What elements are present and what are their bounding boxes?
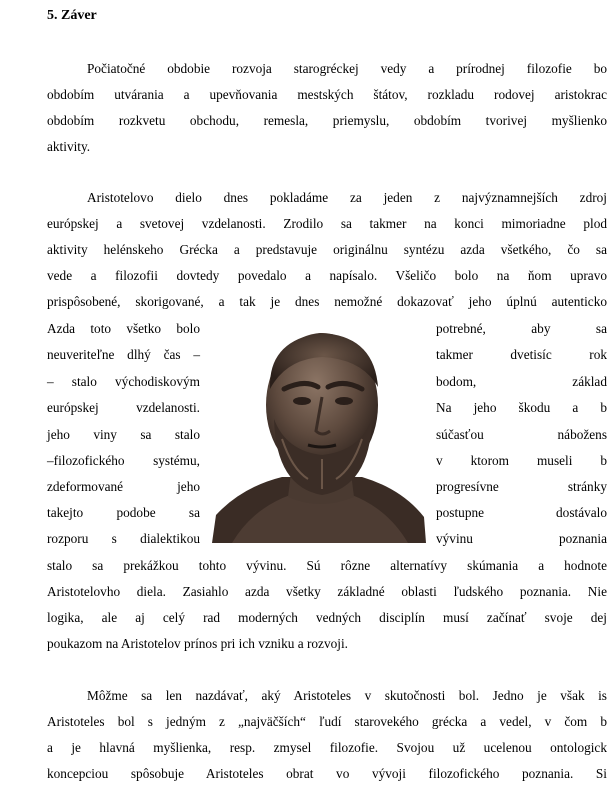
paragraph-1-line: obdobím utvárania a upevňovania mestských štátov, rozkladu rodovej aristokrac: [47, 87, 607, 102]
wrap-left-line: –filozofického systému,: [47, 453, 200, 468]
paragraph-1-line: obdobím rozkvetu obchodu, remesla, priemyslu, obdobím tvorivej myšlienko: [47, 113, 607, 128]
wrap-right-line: súčasťou nábožens: [436, 427, 607, 442]
section-heading: 5. Záver: [47, 8, 97, 23]
wrap-left-line: Azda toto všetko bolo: [47, 321, 200, 336]
wrap-right-line: postupne dostávalo: [436, 505, 607, 520]
paragraph-3-line: a je hlavná myšlienka, resp. zmysel filozofie. Svojou už ucelenou ontologick: [47, 740, 607, 755]
paragraph-2-line: Aristotelovho diela. Zasiahlo azda všetky základné oblasti ľudského poznania. Nie: [47, 584, 607, 599]
paragraph-2-line: Aristotelovo dielo dnes pokladáme za jeden z najvýznamnejších zdroj: [87, 190, 607, 205]
wrap-left-line: zdeformované jeho: [47, 479, 200, 494]
paragraph-2-line: prispôsobené, skorigované, a tak je dnes nemožné dokazovať jeho úplnú autenticko: [47, 294, 607, 309]
wrap-right-line: bodom, základ: [436, 374, 607, 389]
paragraph-1-line: Počiatočné obdobie rozvoja starogréckej vedy a prírodnej filozofie bo: [87, 61, 607, 76]
paragraph-2-line: logika, ale aj celý rad moderných vedných disciplín musí začínať svoje dej: [47, 610, 607, 625]
paragraph-3-line: Môžme sa len nazdávať, aký Aristoteles v skutočnosti bol. Jedno je však is: [87, 688, 607, 703]
paragraph-2-line: poukazom na Aristotelov prínos pri ich vzniku a rozvoji.: [47, 636, 348, 651]
wrap-left-line: takejto podobe sa: [47, 505, 200, 520]
wrap-left-line: európskej vzdelanosti.: [47, 400, 200, 415]
paragraph-3-line: koncepciou spôsobuje Aristoteles obrat vo vývoji filozofického poznania. Si: [47, 766, 607, 781]
paragraph-3-line: Aristoteles bol s jedným z „najväčších“ ľudí starovekého grécka a vedel, v čom b: [47, 714, 607, 729]
paragraph-2-line: stalo sa prekážkou tohto vývinu. Sú rôzne alternatívy skúmania a hodnote: [47, 558, 607, 573]
wrap-right-line: potrebné, aby sa: [436, 321, 607, 336]
wrap-left-line: – stalo východiskovým: [47, 374, 200, 389]
wrap-right-line: v ktorom museli b: [436, 453, 607, 468]
wrap-left-line: neuveriteľne dlhý čas –: [47, 347, 200, 362]
wrap-right-line: progresívne stránky: [436, 479, 607, 494]
paragraph-2-line: vede a filozofii dovtedy povedalo a napísalo. Všeličo bolo na ňom upravo: [47, 268, 607, 283]
wrap-right-line: vývinu poznania: [436, 531, 607, 546]
wrap-left-line: jeho viny sa stalo: [47, 427, 200, 442]
paragraph-1-line: aktivity.: [47, 139, 91, 154]
paragraph-2-line: aktivity helénskeho Grécka a predstavuje originálnu syntézu azda všetkého, čo sa: [47, 242, 607, 257]
wrap-left-line: rozporu s dialektikou: [47, 531, 200, 546]
paragraph-2-line: európskej a svetovej vzdelanosti. Zrodilo sa takmer na konci mimoriadne plod: [47, 216, 607, 231]
wrap-right-line: takmer dvetisíc rok: [436, 347, 607, 362]
wrap-right-line: Na jeho škodu a b: [436, 400, 607, 415]
aristotle-bust-image: [212, 319, 426, 543]
